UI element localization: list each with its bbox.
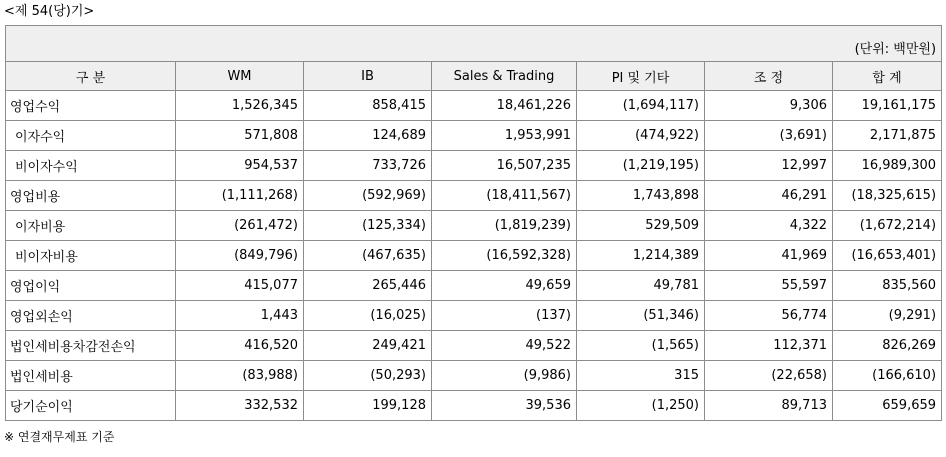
cell-pi-other: (1,250) — [577, 391, 705, 421]
header-adjustment: 조 정 — [705, 62, 833, 91]
cell-sales-trading: 49,659 — [432, 271, 577, 301]
cell-pi-other: 1,214,389 — [577, 241, 705, 271]
cell-sales-trading: (16,592,328) — [432, 241, 577, 271]
cell-adjustment: 89,713 — [705, 391, 833, 421]
cell-total: (1,672,214) — [833, 211, 942, 241]
table-row — [6, 151, 942, 181]
cell-sales-trading: (9,986) — [432, 361, 577, 391]
period-title: <제 54(당)기> — [4, 4, 95, 19]
cell-adjustment: 41,969 — [705, 241, 833, 271]
cell-wm: 332,532 — [176, 391, 304, 421]
row-label: 이자수익 — [6, 121, 176, 151]
cell-adjustment: 4,322 — [705, 211, 833, 241]
cell-adjustment: 112,371 — [705, 331, 833, 361]
cell-adjustment: 12,997 — [705, 151, 833, 181]
cell-pi-other: (1,694,117) — [577, 91, 705, 121]
cell-wm: 1,443 — [176, 301, 304, 331]
cell-ib: (16,025) — [304, 301, 432, 331]
cell-pi-other: (1,565) — [577, 331, 705, 361]
cell-sales-trading: 16,507,235 — [432, 151, 577, 181]
cell-adjustment: 55,597 — [705, 271, 833, 301]
header-row — [6, 62, 942, 91]
row-label: 법인세비용차감전손익 — [6, 331, 176, 361]
cell-sales-trading: (18,411,567) — [432, 181, 577, 211]
table-row — [6, 91, 942, 121]
footnote: ※ 연결재무제표 기준 — [4, 430, 115, 444]
cell-pi-other: 529,509 — [577, 211, 705, 241]
cell-ib: 858,415 — [304, 91, 432, 121]
cell-sales-trading: 49,522 — [432, 331, 577, 361]
table-row — [6, 121, 942, 151]
table-row — [6, 271, 942, 301]
cell-total: 16,989,300 — [833, 151, 942, 181]
cell-sales-trading: (1,819,239) — [432, 211, 577, 241]
cell-wm: 416,520 — [176, 331, 304, 361]
cell-pi-other: (51,346) — [577, 301, 705, 331]
cell-adjustment: 56,774 — [705, 301, 833, 331]
cell-sales-trading: 39,536 — [432, 391, 577, 421]
cell-total: 2,171,875 — [833, 121, 942, 151]
row-label: 당기순이익 — [6, 391, 176, 421]
cell-adjustment: (22,658) — [705, 361, 833, 391]
cell-sales-trading: 1,953,991 — [432, 121, 577, 151]
cell-wm: (849,796) — [176, 241, 304, 271]
row-label: 영업수익 — [6, 91, 176, 121]
cell-ib: 265,446 — [304, 271, 432, 301]
cell-total: (16,653,401) — [833, 241, 942, 271]
row-label: 이자비용 — [6, 211, 176, 241]
header-wm: WM — [176, 62, 304, 91]
table-row — [6, 181, 942, 211]
cell-wm: (261,472) — [176, 211, 304, 241]
cell-ib: 249,421 — [304, 331, 432, 361]
header-sales-trading: Sales & Trading — [432, 62, 577, 91]
cell-pi-other: 49,781 — [577, 271, 705, 301]
cell-ib: 124,689 — [304, 121, 432, 151]
cell-total: (166,610) — [833, 361, 942, 391]
cell-wm: (83,988) — [176, 361, 304, 391]
cell-total: (9,291) — [833, 301, 942, 331]
table-row — [6, 391, 942, 421]
row-label: 비이자수익 — [6, 151, 176, 181]
cell-wm: 415,077 — [176, 271, 304, 301]
table-row — [6, 211, 942, 241]
cell-total: (18,325,615) — [833, 181, 942, 211]
cell-total: 835,560 — [833, 271, 942, 301]
table-row — [6, 361, 942, 391]
cell-ib: (50,293) — [304, 361, 432, 391]
cell-total: 826,269 — [833, 331, 942, 361]
table-row — [6, 301, 942, 331]
cell-sales-trading: 18,461,226 — [432, 91, 577, 121]
header-category: 구 분 — [6, 62, 176, 91]
cell-ib: 199,128 — [304, 391, 432, 421]
row-label: 영업이익 — [6, 271, 176, 301]
row-label: 영업비용 — [6, 181, 176, 211]
cell-ib: (592,969) — [304, 181, 432, 211]
table-row — [6, 331, 942, 361]
cell-sales-trading: (137) — [432, 301, 577, 331]
cell-wm: 571,808 — [176, 121, 304, 151]
row-label: 영업외손익 — [6, 301, 176, 331]
cell-wm: (1,111,268) — [176, 181, 304, 211]
cell-adjustment: 9,306 — [705, 91, 833, 121]
cell-total: 659,659 — [833, 391, 942, 421]
cell-ib: 733,726 — [304, 151, 432, 181]
row-label: 비이자비용 — [6, 241, 176, 271]
header-ib: IB — [304, 62, 432, 91]
cell-ib: (467,635) — [304, 241, 432, 271]
header-total: 합 계 — [833, 62, 942, 91]
cell-pi-other: 1,743,898 — [577, 181, 705, 211]
row-label: 법인세비용 — [6, 361, 176, 391]
cell-total: 19,161,175 — [833, 91, 942, 121]
cell-adjustment: 46,291 — [705, 181, 833, 211]
cell-pi-other: (1,219,195) — [577, 151, 705, 181]
unit-label: (단위: 백만원) — [6, 26, 942, 62]
header-pi-other: PI 및 기타 — [577, 62, 705, 91]
cell-wm: 1,526,345 — [176, 91, 304, 121]
cell-ib: (125,334) — [304, 211, 432, 241]
cell-wm: 954,537 — [176, 151, 304, 181]
table-row — [6, 241, 942, 271]
cell-adjustment: (3,691) — [705, 121, 833, 151]
cell-pi-other: 315 — [577, 361, 705, 391]
segment-income-table — [5, 25, 942, 421]
unit-row — [6, 26, 942, 62]
cell-pi-other: (474,922) — [577, 121, 705, 151]
